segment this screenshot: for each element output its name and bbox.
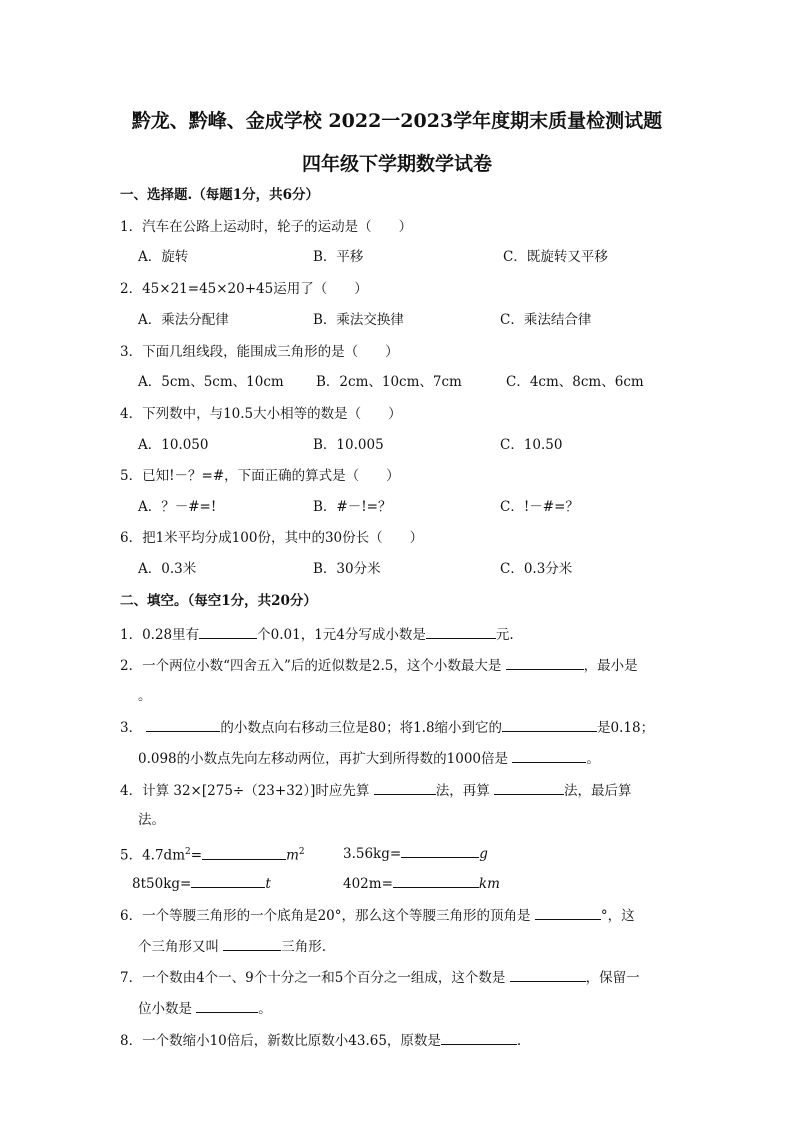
option-b: B．10.005	[313, 437, 384, 453]
text: 402m=	[343, 876, 393, 892]
question-fill-5a	[120, 843, 305, 865]
superscript: 2	[298, 847, 305, 857]
answer-blank[interactable]	[191, 873, 265, 888]
unit: km	[478, 876, 500, 892]
superscript: 2	[185, 847, 191, 857]
question-fill-3	[120, 717, 654, 737]
question-stem: 5．已知!－？=#，下面正确的算式是（ ）	[120, 468, 400, 484]
text: 法。	[138, 812, 165, 828]
option-c: C．!－#=？	[500, 499, 579, 515]
answer-blank[interactable]	[512, 748, 586, 763]
question-stem: 1．汽车在公路上运动时，轮子的运动是（ ）	[120, 219, 413, 235]
question-stem: 6．把1米平均分成100份，其中的30份长（ ）	[120, 530, 424, 546]
text: 6．一个等腰三角形的一个底角是20°，那么这个等腰三角形的顶角是	[120, 908, 531, 924]
text: ，保留一	[585, 970, 640, 986]
answer-blank[interactable]	[426, 624, 496, 639]
option-b: B．乘法交换律	[313, 312, 404, 328]
text: 。	[138, 688, 152, 704]
answer-blank[interactable]	[199, 624, 257, 639]
question-fill-5d	[343, 873, 500, 893]
question-fill-2-cont	[138, 686, 152, 705]
answer-blank[interactable]	[393, 873, 479, 888]
text: 个三角形又叫	[138, 939, 219, 955]
text: 7．一个数由4个一、9个十分之一和5个百分之一组成，这个数是	[120, 970, 506, 986]
answer-blank[interactable]	[146, 717, 220, 732]
question-fill-7-cont	[138, 998, 272, 1018]
option-a: A．？－#=!	[138, 499, 217, 515]
option-a: A．0.3米	[138, 561, 197, 577]
question-stem: 4．下列数中，与10.5大小相等的数是（ ）	[120, 406, 402, 422]
text: 是0.18；	[597, 720, 655, 736]
option-b: B．平移	[313, 249, 364, 265]
option-c: C．4cm、8cm、6cm	[506, 374, 644, 390]
answer-blank[interactable]	[510, 967, 586, 982]
question-fill-4	[120, 780, 632, 800]
option-a: A．5cm、5cm、10cm	[138, 374, 284, 390]
option-a: A．旋转	[138, 249, 189, 265]
text: 2．一个两位小数“四舍五入”后的近似数是2.5，这个小数最大是	[120, 658, 502, 674]
option-c: C．乘法结合律	[500, 312, 592, 328]
text: 。	[586, 751, 600, 767]
question-fill-8	[120, 1030, 521, 1050]
unit: g	[479, 846, 488, 862]
text: 3．	[120, 720, 143, 736]
option-c: C．既旋转又平移	[503, 249, 608, 265]
option-b: B．2cm、10cm、7cm	[316, 374, 462, 390]
text: °，这	[600, 908, 635, 924]
question-fill-7	[120, 967, 640, 987]
question-fill-5c	[132, 873, 271, 893]
exam-subtitle: 四年级下学期数学试卷	[301, 153, 492, 175]
answer-blank[interactable]	[502, 717, 597, 732]
question-fill-6	[120, 905, 635, 925]
text: 的小数点向右移动三位是80；将1.8缩小到它的	[220, 720, 503, 736]
text: 5．4.7dm	[120, 847, 186, 864]
answer-blank[interactable]	[374, 780, 436, 795]
exam-title: 黔龙、黔峰、金成学校 2022一2023学年度期末质量检测试题	[131, 110, 663, 132]
option-c: C．10.50	[500, 437, 563, 453]
text: 1．0.28里有	[120, 627, 200, 643]
text: 三角形.	[281, 939, 327, 955]
question-stem: 2．45×21=45×20+45运用了（ ）	[120, 281, 368, 297]
section-heading-fill: 二、填空。（每空1分，共20分）	[120, 593, 317, 609]
text: =	[190, 847, 203, 864]
answer-blank[interactable]	[506, 655, 584, 670]
option-b: B．#－!=？	[313, 499, 392, 515]
text: 法，最后算	[564, 783, 632, 799]
answer-blank[interactable]	[535, 905, 601, 920]
question-fill-4-cont	[138, 811, 165, 829]
question-fill-3-cont	[138, 748, 600, 768]
text: ，最小是	[583, 658, 638, 674]
section-heading-choice: 一、选择题.（每题1分，共6分）	[120, 187, 319, 203]
text: 8t50kg=	[132, 876, 192, 892]
text: 法，再算	[435, 783, 490, 799]
option-a: A．乘法分配律	[138, 312, 229, 328]
question-fill-2	[120, 655, 638, 675]
text: 元.	[495, 627, 514, 643]
option-c: C．0.3分米	[500, 561, 573, 577]
answer-blank[interactable]	[401, 843, 479, 858]
question-fill-6-cont	[138, 936, 326, 956]
unit: t	[265, 876, 271, 892]
question-fill-5b	[343, 843, 488, 863]
answer-blank[interactable]	[202, 845, 286, 860]
unit: m	[286, 847, 299, 864]
text: .	[516, 1033, 522, 1049]
text: 位小数是	[138, 1001, 192, 1017]
text: 4．计算 32×[275÷（23+32）]时应先算	[120, 783, 370, 799]
text: 8．一个数缩小10倍后，新数比原数小43.65，原数是	[120, 1033, 441, 1049]
answer-blank[interactable]	[494, 780, 564, 795]
text: 0.098的小数点先向左移动两位，再扩大到所得数的1000倍是	[138, 751, 509, 767]
answer-blank[interactable]	[223, 936, 281, 951]
option-a: A．10.050	[138, 437, 209, 453]
question-stem: 3．下面几组线段，能围成三角形的是（ ）	[120, 344, 399, 360]
text: 个0.01，1元4分写成小数是	[257, 627, 426, 643]
text: 。	[258, 1001, 272, 1017]
answer-blank[interactable]	[196, 998, 258, 1013]
answer-blank[interactable]	[441, 1030, 517, 1045]
option-b: B．30分米	[313, 561, 381, 577]
text: 3.56kg=	[343, 846, 402, 862]
question-fill-1	[120, 624, 514, 644]
